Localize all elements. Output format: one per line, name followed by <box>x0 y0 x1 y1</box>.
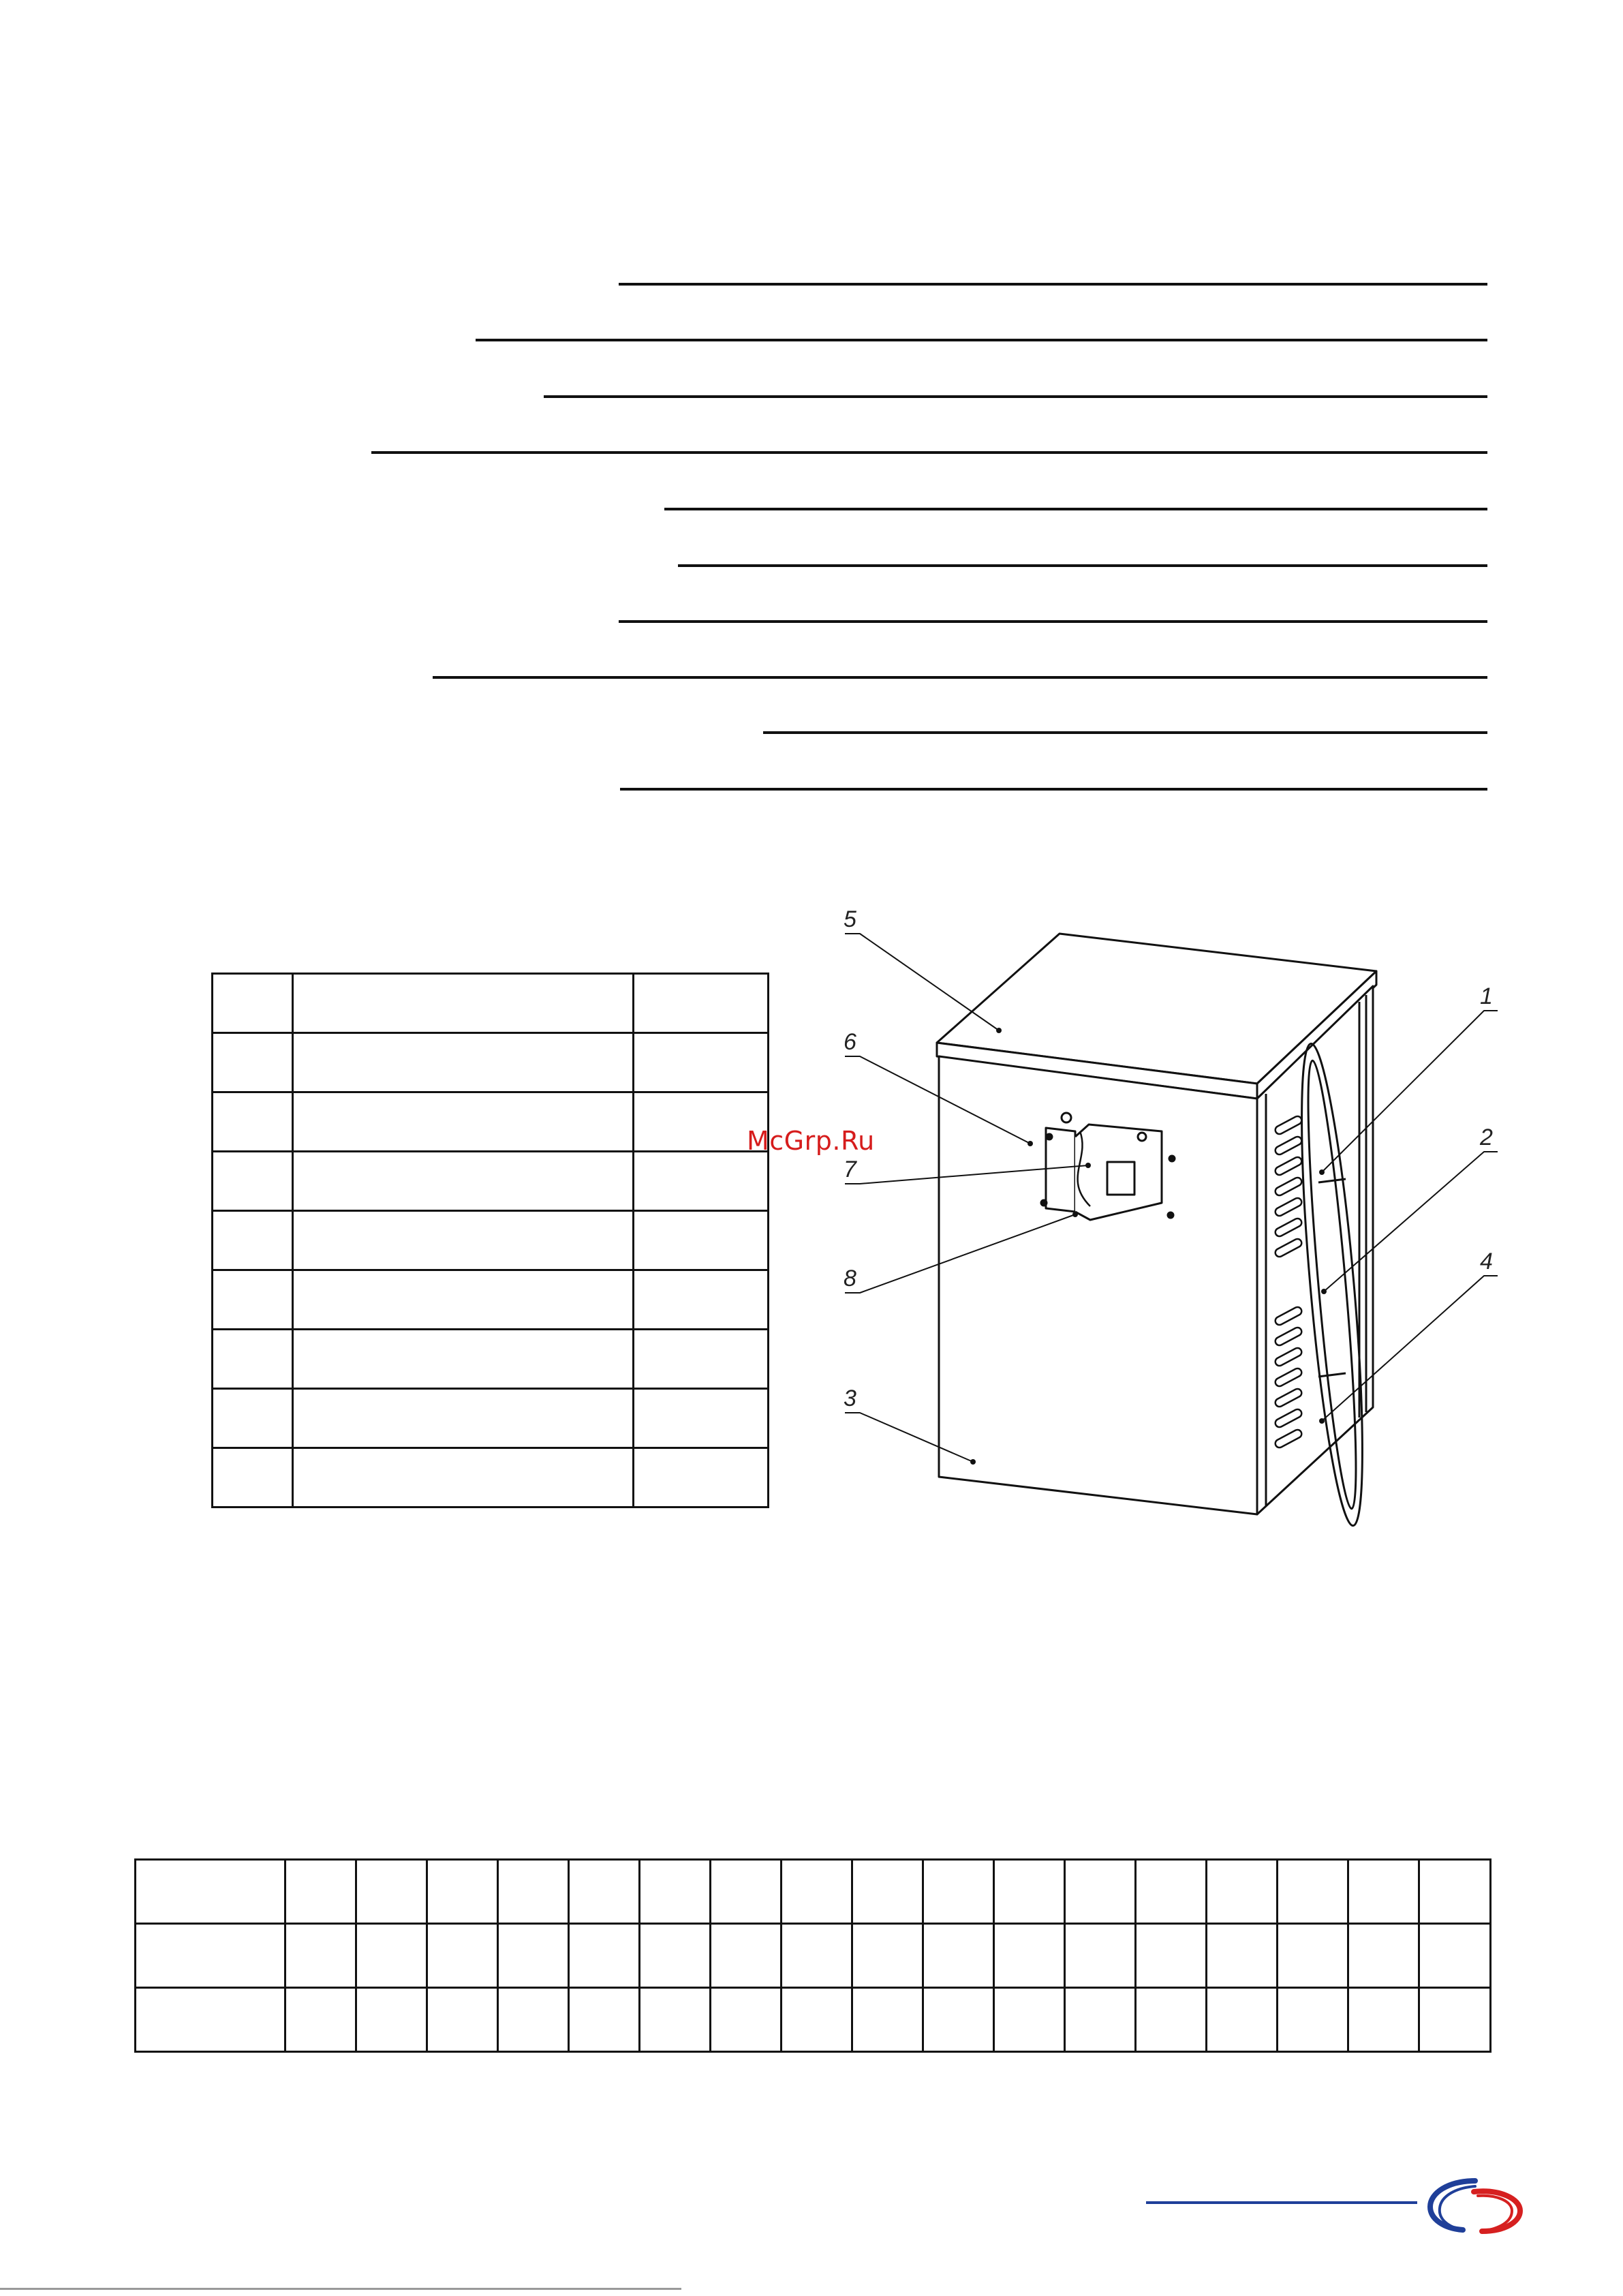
footer-rule <box>1146 2201 1417 2204</box>
table-row <box>136 1860 1491 1924</box>
parts-table-body <box>213 974 769 1507</box>
page-bottom-edge <box>0 2288 681 2290</box>
table-row <box>213 1389 769 1448</box>
table-row <box>213 1152 769 1211</box>
unit-illustration <box>804 900 1526 1540</box>
spec-table-body <box>136 1860 1491 2052</box>
callout-6: 6 <box>844 1029 856 1055</box>
blank-line-6 <box>678 564 1487 567</box>
blank-line-1 <box>619 283 1487 286</box>
blank-line-7 <box>619 620 1487 623</box>
parts-table <box>211 973 769 1508</box>
table-row <box>213 1448 769 1507</box>
callout-5: 5 <box>844 906 856 932</box>
blank-line-9 <box>763 731 1487 734</box>
table-row <box>213 1330 769 1389</box>
callout-3: 3 <box>844 1386 856 1411</box>
blank-line-5 <box>664 508 1487 510</box>
spec-table <box>134 1858 1491 2053</box>
table-row <box>213 974 769 1033</box>
blank-line-3 <box>544 395 1487 398</box>
blank-line-8 <box>433 676 1487 679</box>
blank-line-2 <box>476 339 1487 341</box>
blank-line-4 <box>371 451 1487 454</box>
callout-7: 7 <box>844 1157 856 1182</box>
blank-line-10 <box>620 788 1487 791</box>
table-row <box>213 1033 769 1092</box>
watermark-text: McGrp.Ru <box>747 1126 875 1156</box>
table-row <box>136 1988 1491 2052</box>
bracket-plate <box>1075 1124 1162 1220</box>
callout-8: 8 <box>844 1266 856 1291</box>
callout-4: 4 <box>1480 1249 1493 1274</box>
company-logo-icon <box>1421 2171 1530 2239</box>
table-row <box>136 1924 1491 1988</box>
callout-1: 1 <box>1480 983 1493 1009</box>
table-row <box>213 1211 769 1270</box>
table-row <box>213 1092 769 1152</box>
table-row <box>213 1270 769 1330</box>
callout-2: 2 <box>1480 1124 1493 1150</box>
